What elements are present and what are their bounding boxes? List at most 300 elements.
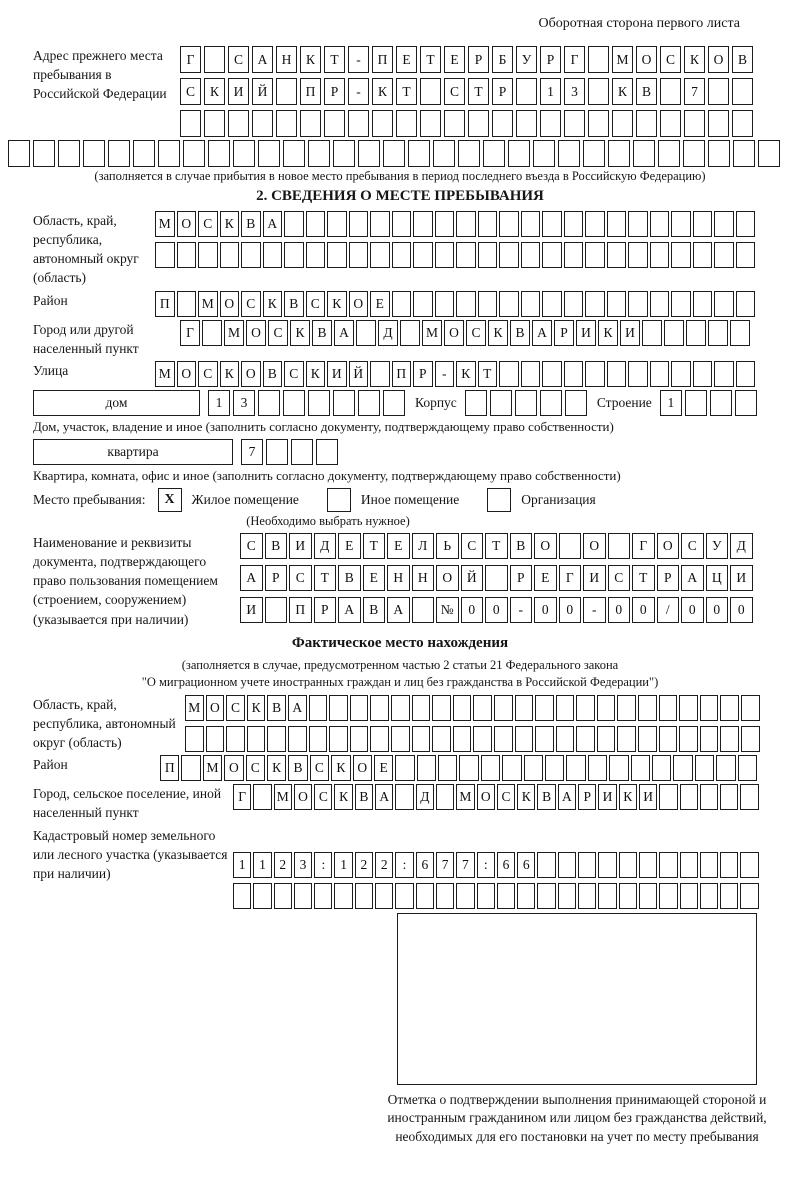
- char-cell: К: [220, 211, 240, 237]
- city-field: [8, 320, 792, 358]
- char-cell: [535, 695, 554, 721]
- char-cell: [556, 726, 575, 752]
- other-premises-label: Иное помещение: [360, 491, 460, 507]
- char-cell: К: [247, 695, 266, 721]
- char-cell: [490, 390, 512, 416]
- street-label: Улица: [33, 362, 69, 378]
- char-cell: [276, 78, 297, 105]
- char-cell: [435, 242, 455, 268]
- char-cell: М: [155, 211, 175, 237]
- confirmation-stamp-area: [397, 913, 757, 1085]
- char-cell: :: [395, 852, 413, 878]
- char-cell: [714, 291, 734, 317]
- char-cell: М: [203, 755, 222, 781]
- char-cell: У: [516, 46, 537, 73]
- char-cell: [375, 883, 393, 909]
- char-cell: [253, 784, 271, 810]
- char-cell: [258, 390, 280, 416]
- char-row: [180, 78, 753, 105]
- char-cell: [585, 361, 605, 387]
- char-cell: Е: [444, 46, 465, 73]
- char-cell: Р: [413, 361, 433, 387]
- char-cell: [628, 211, 648, 237]
- char-cell: О: [657, 533, 680, 559]
- char-cell: [597, 695, 616, 721]
- char-cell: [700, 784, 718, 810]
- apartment-row: [33, 439, 792, 465]
- char-cell: Д: [416, 784, 434, 810]
- char-cell: Р: [324, 78, 345, 105]
- char-cell: С: [289, 565, 312, 591]
- char-cell: О: [224, 755, 243, 781]
- char-cell: [291, 439, 313, 465]
- char-cell: [736, 361, 756, 387]
- char-cell: -: [348, 46, 369, 73]
- char-cell: [183, 140, 205, 167]
- char-row: [180, 110, 753, 137]
- char-cell: [732, 78, 753, 105]
- actual-location-subtitle-2: "О миграционном учете иностранных граждан и лиц без гражданства в Российской Федерации"): [141, 674, 659, 689]
- char-cell: [659, 852, 677, 878]
- char-cell: [638, 726, 657, 752]
- char-cell: [680, 883, 698, 909]
- char-cell: [564, 242, 584, 268]
- char-cell: С: [497, 784, 515, 810]
- char-cell: [413, 211, 433, 237]
- char-cell: [226, 726, 245, 752]
- char-cell: И: [240, 597, 263, 623]
- char-cell: И: [620, 320, 640, 346]
- char-cell: [355, 883, 373, 909]
- street-field: [8, 361, 792, 387]
- char-cell: [220, 242, 240, 268]
- region-label: Область, край, республика, автономный округ (область): [33, 213, 139, 286]
- region-field: [8, 211, 792, 288]
- house-note: Дом, участок, владение и иное (заполнить согласно документу, подтверждающему право собственности): [33, 418, 614, 434]
- char-cell: [413, 291, 433, 317]
- char-cell: [444, 110, 465, 137]
- char-cell: О: [636, 46, 657, 73]
- other-premises-checkbox: [327, 488, 351, 512]
- char-cell: Г: [180, 46, 201, 73]
- char-cell: [185, 726, 204, 752]
- char-cell: [473, 695, 492, 721]
- char-cell: В: [510, 533, 533, 559]
- char-cell: У: [706, 533, 729, 559]
- char-cell: [349, 211, 369, 237]
- page-side-note: Оборотная сторона первого листа: [538, 16, 740, 31]
- char-cell: [710, 390, 732, 416]
- char-cell: [736, 211, 756, 237]
- char-cell: [565, 390, 587, 416]
- char-cell: [683, 140, 705, 167]
- char-cell: О: [177, 361, 197, 387]
- char-cell: 0: [485, 597, 508, 623]
- char-cell: С: [306, 291, 326, 317]
- char-cell: В: [355, 784, 373, 810]
- char-cell: [735, 390, 757, 416]
- prev-address-field: [8, 46, 792, 137]
- char-cell: [300, 110, 321, 137]
- cadastral-label: Кадастровый номер земельного или лесного участка (указывается при наличии): [33, 827, 228, 881]
- char-cell: 6: [497, 852, 515, 878]
- char-cell: 0: [706, 597, 729, 623]
- char-cell: [395, 755, 414, 781]
- char-cell: [350, 695, 369, 721]
- char-row: [180, 46, 753, 73]
- char-cell: [660, 110, 681, 137]
- char-cell: 1: [334, 852, 352, 878]
- char-cell: [733, 140, 755, 167]
- char-cell: 3: [294, 852, 312, 878]
- char-cell: П: [392, 361, 412, 387]
- char-cell: [639, 852, 657, 878]
- char-cell: [494, 726, 513, 752]
- char-row: [185, 695, 760, 721]
- char-cell: В: [537, 784, 555, 810]
- char-cell: [412, 726, 431, 752]
- char-cell: [607, 211, 627, 237]
- char-cell: [370, 242, 390, 268]
- char-cell: [521, 291, 541, 317]
- char-cell: [628, 291, 648, 317]
- korpus-label: Корпус: [415, 394, 457, 410]
- char-cell: [693, 361, 713, 387]
- char-cell: В: [636, 78, 657, 105]
- char-cell: [658, 140, 680, 167]
- char-cell: [720, 726, 739, 752]
- char-cell: М: [224, 320, 244, 346]
- char-cell: [515, 390, 537, 416]
- char-cell: Г: [632, 533, 655, 559]
- char-cell: О: [246, 320, 266, 346]
- char-cell: [664, 320, 684, 346]
- char-cell: [309, 726, 328, 752]
- char-cell: [202, 320, 222, 346]
- char-cell: [617, 726, 636, 752]
- char-cell: В: [732, 46, 753, 73]
- char-cell: 6: [517, 852, 535, 878]
- char-cell: Р: [554, 320, 574, 346]
- house-type-box-label: дом: [105, 394, 128, 410]
- char-cell: В: [267, 695, 286, 721]
- char-cell: [607, 242, 627, 268]
- char-cell: [741, 695, 760, 721]
- char-row: [240, 565, 753, 591]
- char-cell: [436, 784, 454, 810]
- char-cell: [412, 597, 435, 623]
- char-cell: [258, 140, 280, 167]
- char-cell: 1: [233, 852, 251, 878]
- char-cell: Т: [314, 565, 337, 591]
- char-cell: [309, 695, 328, 721]
- char-cell: А: [334, 320, 354, 346]
- char-cell: [233, 140, 255, 167]
- char-cell: [617, 695, 636, 721]
- char-cell: [263, 242, 283, 268]
- char-cell: К: [612, 78, 633, 105]
- char-cell: Т: [468, 78, 489, 105]
- char-cell: Р: [657, 565, 680, 591]
- char-cell: [684, 110, 705, 137]
- char-cell: И: [639, 784, 657, 810]
- char-cell: 7: [436, 852, 454, 878]
- char-cell: [700, 726, 719, 752]
- actual-district-field: [8, 755, 792, 781]
- char-cell: 0: [559, 597, 582, 623]
- char-cell: С: [681, 533, 704, 559]
- char-cell: [693, 211, 713, 237]
- char-cell: [456, 211, 476, 237]
- char-cell: С: [246, 755, 265, 781]
- char-cell: О: [436, 565, 459, 591]
- char-cell: [628, 361, 648, 387]
- char-cell: [477, 883, 495, 909]
- char-cell: [314, 883, 332, 909]
- char-cell: К: [517, 784, 535, 810]
- char-cell: [348, 110, 369, 137]
- char-cell: [329, 695, 348, 721]
- char-cell: Р: [578, 784, 596, 810]
- char-cell: [485, 565, 508, 591]
- char-cell: [497, 883, 515, 909]
- char-cell: Е: [363, 565, 386, 591]
- char-cell: С: [198, 361, 218, 387]
- char-cell: М: [155, 361, 175, 387]
- char-cell: [177, 291, 197, 317]
- char-cell: С: [268, 320, 288, 346]
- char-cell: К: [267, 755, 286, 781]
- char-cell: [180, 110, 201, 137]
- char-cell: [736, 291, 756, 317]
- cadastral-field: [8, 826, 792, 909]
- char-cell: [558, 852, 576, 878]
- char-cell: Е: [338, 533, 361, 559]
- char-cell: С: [466, 320, 486, 346]
- char-cell: [738, 755, 757, 781]
- char-cell: [391, 695, 410, 721]
- char-cell: [233, 883, 251, 909]
- char-cell: [499, 361, 519, 387]
- char-cell: [478, 242, 498, 268]
- char-cell: [516, 78, 537, 105]
- char-cell: [316, 439, 338, 465]
- char-cell: [515, 695, 534, 721]
- char-cell: [564, 110, 585, 137]
- char-cell: К: [300, 46, 321, 73]
- char-cell: [438, 755, 457, 781]
- char-cell: [206, 726, 225, 752]
- char-cell: [758, 140, 780, 167]
- char-cell: [619, 852, 637, 878]
- char-cell: Т: [485, 533, 508, 559]
- char-cell: В: [312, 320, 332, 346]
- char-cell: А: [240, 565, 263, 591]
- char-cell: К: [204, 78, 225, 105]
- char-cell: [740, 784, 758, 810]
- char-cell: 0: [681, 597, 704, 623]
- char-cell: [533, 140, 555, 167]
- char-cell: В: [363, 597, 386, 623]
- actual-region-label: Область, край, республика, автономный округ (область): [33, 696, 176, 751]
- char-cell: [720, 852, 738, 878]
- char-cell: [308, 140, 330, 167]
- char-cell: Д: [314, 533, 337, 559]
- char-cell: П: [160, 755, 179, 781]
- char-cell: [537, 852, 555, 878]
- char-cell: [542, 361, 562, 387]
- char-cell: [671, 361, 691, 387]
- char-cell: И: [598, 784, 616, 810]
- char-cell: К: [306, 361, 326, 387]
- char-cell: [483, 140, 505, 167]
- char-cell: [564, 211, 584, 237]
- organization-checkbox: [487, 488, 511, 512]
- char-cell: М: [274, 784, 292, 810]
- char-cell: Р: [510, 565, 533, 591]
- char-cell: [671, 211, 691, 237]
- house-row: [33, 390, 792, 416]
- char-cell: Ь: [436, 533, 459, 559]
- char-cell: [650, 361, 670, 387]
- char-cell: 0: [730, 597, 753, 623]
- char-cell: [517, 883, 535, 909]
- char-cell: [659, 695, 678, 721]
- char-cell: И: [289, 533, 312, 559]
- char-cell: 0: [461, 597, 484, 623]
- char-cell: Т: [420, 46, 441, 73]
- char-cell: [370, 211, 390, 237]
- char-cell: Г: [564, 46, 585, 73]
- char-cell: -: [435, 361, 455, 387]
- stay-place-row: [33, 488, 792, 512]
- char-cell: [420, 78, 441, 105]
- char-cell: [391, 726, 410, 752]
- char-cell: О: [177, 211, 197, 237]
- char-cell: К: [456, 361, 476, 387]
- char-cell: [392, 291, 412, 317]
- char-cell: Е: [534, 565, 557, 591]
- house-type-box: [33, 390, 200, 416]
- char-cell: [650, 291, 670, 317]
- organization-label: Организация: [521, 491, 596, 507]
- char-cell: [607, 361, 627, 387]
- actual-city-field: [8, 784, 792, 822]
- char-cell: [642, 320, 662, 346]
- char-cell: П: [289, 597, 312, 623]
- char-cell: [502, 755, 521, 781]
- char-cell: [492, 110, 513, 137]
- char-cell: О: [294, 784, 312, 810]
- char-cell: А: [252, 46, 273, 73]
- char-cell: 7: [456, 852, 474, 878]
- char-cell: Н: [412, 565, 435, 591]
- char-cell: [392, 211, 412, 237]
- char-cell: [537, 883, 555, 909]
- prev-address-label: Адрес прежнего места пребывания в Российской Федерации: [33, 48, 167, 102]
- char-cell: Т: [363, 533, 386, 559]
- char-cell: [693, 242, 713, 268]
- char-cell: М: [456, 784, 474, 810]
- char-cell: А: [263, 211, 283, 237]
- stroenie-row: [660, 390, 757, 416]
- char-cell: [228, 110, 249, 137]
- char-cell: [370, 726, 389, 752]
- char-cell: О: [444, 320, 464, 346]
- char-cell: Й: [349, 361, 369, 387]
- char-cell: [370, 695, 389, 721]
- char-cell: [558, 883, 576, 909]
- char-cell: -: [510, 597, 533, 623]
- char-cell: 2: [355, 852, 373, 878]
- char-cell: [740, 883, 758, 909]
- char-cell: [274, 883, 292, 909]
- char-cell: [659, 883, 677, 909]
- char-cell: [324, 110, 345, 137]
- char-cell: [720, 883, 738, 909]
- char-cell: [636, 110, 657, 137]
- char-cell: [181, 755, 200, 781]
- char-cell: [306, 242, 326, 268]
- char-cell: [456, 883, 474, 909]
- char-cell: [597, 726, 616, 752]
- char-cell: А: [681, 565, 704, 591]
- char-cell: [456, 242, 476, 268]
- region-rows: [155, 211, 755, 268]
- char-cell: В: [284, 291, 304, 317]
- char-cell: [700, 883, 718, 909]
- residential-checkbox: X: [158, 488, 182, 512]
- char-cell: [413, 242, 433, 268]
- char-cell: С: [228, 46, 249, 73]
- char-cell: [521, 211, 541, 237]
- char-cell: [284, 242, 304, 268]
- char-cell: 3: [564, 78, 585, 105]
- char-cell: С: [461, 533, 484, 559]
- char-cell: П: [155, 291, 175, 317]
- char-cell: 2: [274, 852, 292, 878]
- char-cell: [545, 755, 564, 781]
- char-cell: [741, 726, 760, 752]
- char-cell: [679, 726, 698, 752]
- char-cell: [283, 140, 305, 167]
- char-cell: [356, 320, 376, 346]
- char-cell: О: [241, 361, 261, 387]
- char-cell: [695, 755, 714, 781]
- char-cell: [564, 291, 584, 317]
- char-cell: А: [558, 784, 576, 810]
- char-cell: [558, 140, 580, 167]
- char-cell: [83, 140, 105, 167]
- char-cell: [392, 242, 412, 268]
- actual-location-title: Фактическое место нахождения: [291, 634, 509, 651]
- char-cell: Й: [461, 565, 484, 591]
- char-cell: К: [334, 784, 352, 810]
- char-cell: [540, 390, 562, 416]
- char-row: [240, 597, 753, 623]
- char-cell: [564, 361, 584, 387]
- char-cell: [468, 110, 489, 137]
- char-row: [155, 291, 755, 317]
- korpus-row: [465, 390, 587, 416]
- char-cell: [420, 110, 441, 137]
- char-cell: [265, 597, 288, 623]
- char-cell: В: [338, 565, 361, 591]
- actual-region-field: [8, 695, 792, 752]
- char-cell: Д: [378, 320, 398, 346]
- char-cell: Р: [314, 597, 337, 623]
- district-label: Район: [33, 292, 68, 308]
